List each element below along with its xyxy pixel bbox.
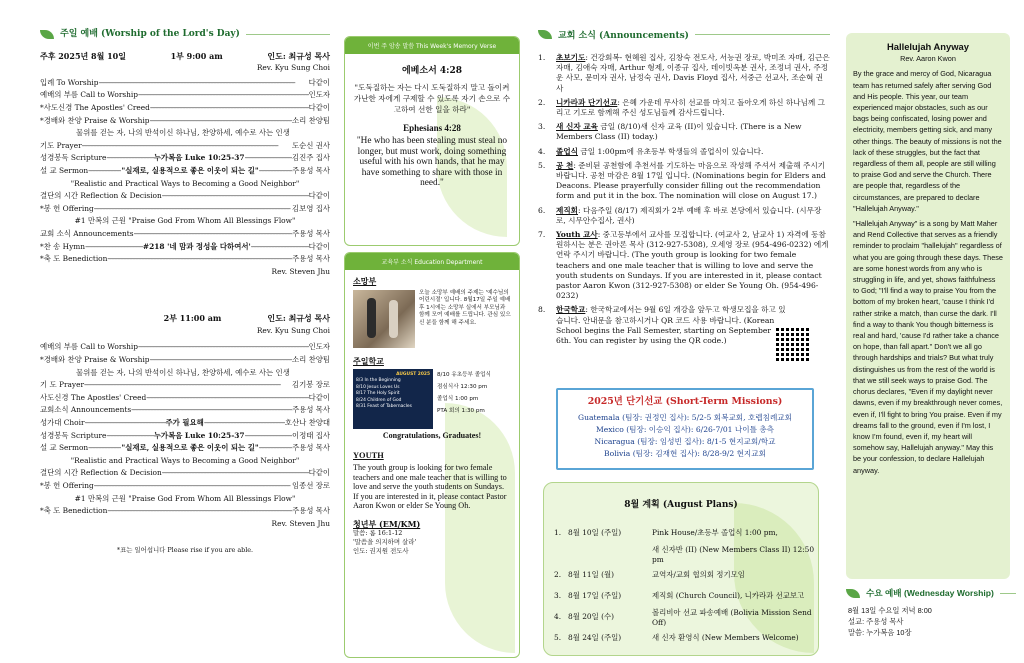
leader-dots [150, 102, 309, 115]
junghak-line: 점심식사 12:30 pm [437, 384, 488, 390]
memory-ref-en: Ephesians 4:28 [403, 123, 461, 133]
leader-dots [146, 392, 308, 405]
youth-text: The youth group is looking for two female teachers and one male teacher that is willing to love and serve the youth students on Sundays. If you are interested in it, please contact Pastor Aaron Kwon or elder Se Young Oh. [353, 463, 507, 511]
leaf-icon [846, 589, 860, 598]
missions-lines [558, 412, 812, 460]
aug-text: 새 신자반 (II) (New Members Class II) 12:50 pm [652, 544, 815, 564]
mission-line: Guatemala (팀장: 권정민 집사): 5/2-5 회복교회, 호렙침례교회 [578, 413, 792, 422]
order-item: *경배와 찬양 Praise & Worship [40, 115, 150, 125]
memory-ref-ko: 에베소서 4:28 [401, 66, 463, 76]
hallelujah-title: Hallelujah Anyway [887, 41, 969, 52]
order-leader: 주용성 목사 [291, 254, 330, 264]
junghak-line: 졸업식 1:00 pm [437, 396, 479, 402]
mission-line: Mexico (팀장: 이승익 집사): 6/26-7/01 나이틀 총측 [595, 425, 775, 434]
hallelujah-p1: By the grace and mercy of God, Nicaragua team has returned safely after serving God and His people. This year, our team experienced major obstacles, such as our bags being confiscated, losing power and electricity, members getting sick, and many other things. The beauty of missions is not the lack of these struggles, but the fact that regardless of them all, people are still willing to praise God and serve the Church. There are people that, regardless of the circumstances, are prepared to declare "Hallelujah Anyway." [853, 69, 1002, 213]
order-note: #1 만복의 근원 "Praise God From Whom All Blessings Flow" [74, 493, 296, 503]
item-head: 공 천 [556, 160, 574, 170]
aug-date: 8월 20일 (수) [568, 612, 614, 621]
order-leader: 김보영 집사 [291, 203, 330, 213]
order-row [40, 467, 330, 480]
order-leader: 주용성 목사 [291, 165, 330, 175]
leader-dots [245, 430, 292, 443]
faith-poster: AUGUST 2025 8/3 In the Beginning 8/10 Jesus Loves Us 8/17 The Holy Spirit 8/24 Children of God 8/31 Feast of Tabernacles [353, 369, 433, 429]
item-number: 4. [538, 146, 546, 156]
worship-header: 주일 예배 (Worship of the Lord's Day) [40, 28, 330, 41]
aug-row [554, 543, 818, 564]
order-row [40, 379, 330, 392]
order-item: *사도신경 The Apostles' Creed [40, 102, 150, 112]
item-head: Youth 교사 [556, 230, 598, 240]
emkm-heading: 청년부 (EM/KM) [353, 518, 421, 529]
preacher-en-2: Rev. Kyu Sung Choi [256, 325, 330, 335]
aug-num: 2. [554, 570, 562, 579]
item-text: : 은혜 가운데 무사히 선교를 마치고 돌아오게 하신 하나님께 그리고 기도로 함께해 주신 성도님들께 감사드립니다. [556, 97, 825, 118]
order-note: 물위를 걷는 자, 나의 반석이신 하나님, 찬양하세, 예수로 사는 인생 [76, 367, 290, 377]
item-body [556, 122, 830, 142]
announcement-item [538, 147, 830, 157]
item-number: 8. [538, 305, 546, 315]
item-body [556, 161, 830, 202]
order-leader: 주용성 목사 [291, 443, 330, 453]
poster-item: 8/10 Jesus Loves Us [356, 384, 400, 390]
order-item: 사도신경 The Apostles' Creed [40, 392, 147, 402]
memory-verse-ko: "도둑질하는 자는 다시 도둑질하지 말고 돌이켜 가난한 자에게 구제할 수 있도록 자기 손으로 수고하여 선한 일을 하라" [353, 83, 511, 114]
aug-text: 새 신자 환영식 (New Members Welcome) [652, 633, 799, 642]
leader-dots [204, 417, 285, 430]
order-leader: 임종선 장로 [291, 481, 330, 490]
order-detail: 주가 필요해 [165, 418, 204, 428]
order-row [40, 203, 330, 216]
item-body [556, 98, 830, 118]
order-leader: 호산나 찬양대 [284, 418, 330, 428]
divider [1000, 593, 1016, 594]
order-row [40, 480, 330, 493]
leader-dots [259, 165, 292, 178]
aug-title: 8월 계획 (August Plans) [624, 500, 738, 510]
order-item: 입례 To Worship [40, 77, 99, 87]
aug-date: 8월 17일 (주일) [568, 591, 622, 600]
footnote: *표는 일어섭니다 Please rise if you are able. [116, 546, 254, 555]
order-row [40, 341, 330, 354]
announcements-list [538, 53, 830, 346]
order-item: 성가대 Choir [40, 418, 85, 428]
aug-num: 5. [554, 633, 562, 642]
item-number: 1. [538, 53, 546, 62]
leaf-icon [538, 30, 552, 39]
leader-dots [251, 241, 309, 254]
poster-item: 8/24 Children of God [356, 397, 402, 403]
memory-verse-panel [344, 36, 520, 246]
item-head: 졸업식 [556, 146, 579, 156]
leader-dots [88, 165, 121, 178]
order-leader: 소리 찬양팀 [291, 355, 330, 365]
sowangbu-text: 오늘 소망부 예배의 주제는 '예수님의 어린시절' 입니다. 8월17일 주일 예배 후 1시에는 소망부 실에서 부모님과 함께 모여 예배를 드립니다. 관심 있으신 분들 함께 해 주세요. [419, 290, 511, 326]
wednesday-header: 수요 예배 (Wednesday Worship) [846, 588, 1016, 599]
item-number: 2. [538, 97, 546, 107]
order-item: *축 도 Benediction [40, 254, 108, 264]
order-leader: 다같이 [308, 241, 330, 251]
aug-text: 교역자/교회 협의회 정기모임 [652, 570, 745, 579]
item-body [556, 230, 830, 301]
item-text: : 다음주일 (8/17) 제직회가 2부 예배 후 바로 본당에서 있습니다. (시무장로, 시무안수집사, 권사) [556, 205, 822, 225]
leader-dots [150, 354, 292, 367]
order-item: 결단의 시간 Reflection & Decision [40, 468, 162, 478]
announcement-item [538, 230, 830, 301]
junghak-line: 8/10 유초등부 졸업식 [437, 372, 491, 378]
order-row [40, 102, 330, 115]
emkm-line: 말씀: 롬 16:1-12 [353, 528, 403, 537]
order-item: *봉 헌 Offering [40, 481, 94, 490]
order-item: 설 교 Sermon [40, 165, 89, 175]
aug-num: 3. [554, 591, 562, 600]
order-row [40, 417, 330, 430]
wednesday-line: 8월 13일 수요일 저녁 8:00 [848, 606, 932, 615]
order-leader: 다같이 [308, 77, 330, 87]
item-head: 한국학교 [556, 305, 586, 315]
order-item: *봉 헌 Offering [40, 203, 94, 213]
aug-date: 8월 10일 (주일) [568, 528, 622, 537]
hallelujah-author: Rev. Aaron Kwon [900, 54, 956, 64]
preacher-en: Rev. Kyu Sung Choi [256, 63, 330, 73]
leader-dots [94, 480, 292, 493]
leader-dots [106, 152, 153, 165]
leader-dots [106, 430, 153, 443]
leader-dots [88, 442, 121, 455]
order-leader: 김진주 집사 [291, 153, 330, 163]
education-panel [344, 252, 520, 658]
order-item: 성경봉독 Scripture [40, 153, 107, 163]
aug-date: 8월 11일 (월) [568, 570, 614, 579]
order-row [40, 354, 330, 367]
divider [246, 34, 330, 35]
order-row [40, 404, 330, 417]
leader-dots [131, 404, 292, 417]
order-item: 기 도 Prayer [40, 380, 84, 390]
leader-dots [259, 442, 292, 455]
order-leader: 다같이 [308, 468, 330, 478]
leader-dots [107, 253, 292, 266]
announcement-item [538, 53, 830, 94]
order-row [40, 89, 330, 102]
memory-verse-en: "He who has been stealing must steal no longer, but must work, doing something useful with his own hands, that he may have something to share with those in need." [356, 136, 508, 189]
emkm-line: 인도: 권지원 전도사 [353, 546, 409, 555]
order-detail: 누가복음 Luke 10:25-37 [153, 430, 245, 440]
item-text: 금일 (8/10)새 신자 교육 (II)이 있습니다. (There is a New Members Class (II) today.) [556, 122, 802, 142]
order-leader: 소리 찬양팀 [291, 115, 330, 125]
august-plans-box [543, 482, 819, 656]
poster-item: 8/3 In the Beginning [356, 378, 401, 384]
service2-line: 2부 11:00 am 인도: 최규성 목사 [163, 313, 330, 324]
wednesday-lines [846, 605, 1016, 638]
aug-row [554, 522, 818, 543]
item-number: 3. [538, 122, 546, 132]
leader-dots [162, 467, 309, 480]
order-row [40, 430, 330, 443]
aug-num: 1. [554, 528, 562, 537]
order-leader: 이정태 집사 [291, 430, 330, 440]
leader-dots [85, 241, 143, 254]
order-of-service-2 [40, 341, 330, 517]
order-item: 설 교 Sermon [40, 443, 89, 453]
junghak-line: PTA 회의 1:30 pm [437, 408, 485, 414]
order-row [40, 190, 330, 203]
item-number: 5. [538, 160, 546, 170]
qr-code[interactable] [776, 327, 810, 361]
item-text: 금일 1:00pm에 유초등부 학생들의 졸업식이 있습니다. [578, 146, 764, 156]
order-leader: 주용성 목사 [291, 405, 330, 415]
leader-dots [84, 379, 292, 392]
item-text: : 한국학교에서는 9월 6일 개강을 앞두고 학생모집을 하고 있습니다. 안내문을 참고하시거나 QR 코드 사용 바랍니다. (Korean School begins the Fall Semester, starting on September 6th. You can register by using the QR code.) [556, 305, 786, 346]
leader-dots [94, 203, 292, 216]
aug-row [554, 627, 818, 648]
order-detail: 누가복음 Luke 10:25-37 [153, 153, 245, 163]
order-item: 교회소식 Announcements [40, 405, 132, 415]
order-note: "Realistic and Practical Ways to Becoming a Good Neighbor" [70, 178, 300, 188]
hallelujah-p2: "Hallelujah Anyway" is a song by Matt Maher and Rend Collective that serves as a friendly reminder to proclaim "hallelujah" regardless of what you are going through these days. These are some honest words from any who is struggling in life, and yet, shows faithfulness to God; "I'll find a way to praise You from the bottom of my broken heart, 'cause I think I'd rather strike a match, than curse the dark. I'll find a way to thank You though bitterness is real and hard, 'cause I'd rather take a chance on hope, than fall apart." Don't we all go through hardships and trials? But what truly distinguishes us from the rest of the world is that we still seek ways to praise God. The chorus declares, "Even if my daylight never dawns, even if my breakthrough never comes, even if, I'll fight to bring You praise. Even if my dreams fall to the ground, even if I'm lost, I know I'm found, even if, my heart will somehow say, Hallelujah anyway." May this be your confession, to declare Hallelujah anyway. [853, 219, 1003, 475]
missions-title: 2025년 단기선교 (Short-Term Missions) [587, 396, 783, 407]
worship-column [40, 28, 330, 658]
order-leader: 다같이 [308, 392, 330, 402]
wednesday-line: 설교: 주용성 목사 [848, 617, 904, 626]
order-leader: 주용성 목사 [291, 228, 330, 238]
order-row [40, 392, 330, 405]
order-note: 물위를 걷는 자, 나의 반석이신 하나님, 찬양하세, 예수로 사는 인생 [76, 128, 290, 138]
emkm-lines [353, 529, 511, 556]
kids-photo [353, 290, 415, 348]
wednesday-worship [846, 588, 1016, 638]
order-detail: #218 '네 맘과 정성을 다하여서' [142, 241, 251, 251]
order-leader: 김기봉 장로 [291, 380, 330, 390]
order-leader: 인도자 [308, 342, 330, 352]
leader-dots [138, 341, 309, 354]
aug-row [554, 564, 818, 585]
announcements-column [538, 28, 830, 350]
order-leader: 인도자 [308, 90, 330, 100]
leader-dots [245, 152, 292, 165]
order-item: 성경봉독 Scripture [40, 430, 107, 440]
aug-text: 볼리비아 선교 파송예배 (Bolivia Mission Send Off) [652, 607, 812, 627]
education-title: 교육부 소식 Education Department [345, 253, 519, 270]
sowangbu-heading: 소망부 [353, 276, 377, 286]
leader-dots [138, 89, 309, 102]
order-item: *축 도 Benediction [40, 506, 108, 516]
announcement-item [538, 122, 830, 142]
order-item: 예배의 부름 Call to Worship [40, 342, 139, 352]
signature-1: Rev. Steven Jhu [271, 266, 330, 276]
aug-date: 8월 24일 (주일) [568, 633, 622, 642]
youth-heading: YOUTH [353, 451, 384, 460]
item-text: : 건강회복- 현혜원 집사, 김창숙 전도사, 서능권 장로, 박미조 자매, 김근은 자매, 김애숙 자매, Arthur 형제, 이종규 집사, 데이빗옥분 권사, 조정녀 권사, 주정운 사모, 문미자 권사, 남정숙 권사, Davis Floyd 집사, 서중근 선교사, 조순혁 권사 [556, 53, 830, 93]
order-row [40, 442, 330, 455]
leader-dots [134, 228, 292, 241]
aug-list [544, 522, 818, 648]
leader-dots [150, 115, 292, 128]
aug-row [554, 606, 818, 627]
divider [695, 34, 830, 35]
aug-row [554, 585, 818, 606]
item-text: : 중고등부에서 교사를 모집합니다. (여교사 2, 남교사 1) 자격에 동참 원하시는 분은 권아론 목사 (312-927-5308), 오세영 장로 (954-496-0232) 에게 연락 주시기 바랍니다. (The youth group is looking for two female teachers and one male teacher that is willing to love and serve the youth students on Sundays. If you are interested in it, please contact pastor Aaron Kwon (312-927-5308) or elder Se Young Oh. (954-496-0232) [556, 230, 829, 301]
mission-line: Nicaragua (팀장: 임성빈 집사): 8/1-5 현지교회/학교 [594, 437, 776, 446]
leader-dots [85, 417, 166, 430]
announcement-item [538, 206, 830, 226]
order-item: *찬 송 Hymn [40, 241, 86, 251]
order-leader: 다같이 [308, 102, 330, 112]
order-note: "Realistic and Practical Ways to Becoming a Good Neighbor" [70, 455, 300, 465]
leader-dots [107, 505, 292, 518]
order-item: 교회 소식 Announcements [40, 228, 134, 238]
emkm-line: '말씀을 의지하며 살라' [353, 537, 417, 546]
order-row [40, 505, 330, 518]
announcements-header: 교회 소식 (Announcements) [538, 28, 830, 41]
order-row [40, 228, 330, 241]
aug-num: 4. [554, 612, 562, 621]
order-leader: 도순신 권사 [291, 140, 330, 150]
order-row [40, 152, 330, 165]
leaf-icon [40, 30, 54, 39]
order-row [40, 165, 330, 178]
wednesday-line: 말씀: 누가복음 10장 [848, 628, 912, 637]
item-head: 니카라과 단기선교 [556, 97, 618, 107]
announcement-item [538, 161, 830, 202]
hallelujah-column [846, 33, 1010, 579]
order-detail: "실재로, 실용적으로 좋은 이웃이 되는 길" [121, 443, 259, 453]
item-text: : 준비된 공천함에 추천서를 기도하는 마음으로 작성해 주셔서 제출해 주시기 바랍니다. 공천 마감은 8월 17일 입니다. (Nominations begin for Elders and Deacons. Please prayerfully consider filling out the recommendation form and put it in the box. The nomination will close on August 17.) [556, 160, 826, 201]
poster-item: 8/31 Feast of Tabernacles [356, 404, 412, 410]
order-leader: 다같이 [308, 191, 330, 201]
order-item: 예배의 부름 Call to Worship [40, 90, 139, 100]
order-leader: 주용성 목사 [291, 506, 330, 516]
order-detail: "실재로, 실용적으로 좋은 이웃이 되는 길" [121, 165, 259, 175]
aug-text: Pink House/초등부 졸업식 1:00 pm, [652, 528, 778, 537]
mission-line: Bolivia (팀장: 김재현 집사): 8/28-9/2 현지교회 [604, 449, 766, 458]
order-row [40, 77, 330, 90]
order-row [40, 140, 330, 153]
item-body [556, 147, 763, 157]
order-item: *경배와 찬양 Praise & Worship [40, 355, 150, 365]
leader-dots [99, 77, 309, 90]
item-body [556, 53, 830, 94]
leader-dots [162, 190, 309, 203]
poster-item: 8/17 The Holy Spirit [356, 391, 400, 397]
item-head: 새 신자 교육 [556, 122, 598, 132]
item-number: 6. [538, 205, 546, 215]
signature-2: Rev. Steven Jhu [271, 518, 330, 528]
congrats-text: Congratulations, Graduates! [382, 431, 482, 440]
aug-text: 제직회 (Church Council), 니카라과 선교보고 [652, 591, 805, 600]
order-row [40, 241, 330, 254]
item-head: 초보기도 [556, 53, 586, 62]
order-of-service-1 [40, 77, 330, 266]
order-row [40, 115, 330, 128]
announcement-item [538, 98, 830, 118]
order-item: 기도 Prayer [40, 140, 82, 150]
order-note: #1 만복의 근원 "Praise God From Whom All Blessings Flow" [74, 216, 296, 226]
service1-line: 주후 2025년 8월 10일 1부 9:00 am 인도: 최규성 목사 [40, 50, 330, 61]
junghak-heading: 주일학교 [353, 356, 384, 366]
item-number: 7. [538, 230, 546, 240]
leader-dots [82, 140, 292, 153]
order-row [40, 253, 330, 266]
memory-title: 이번 주 암송 말씀 This Week's Memory Verse [345, 37, 519, 54]
item-head: 제직회 [556, 205, 579, 215]
order-item: 결단의 시간 Reflection & Decision [40, 191, 162, 201]
item-body [556, 206, 830, 226]
junghak-info [437, 369, 491, 429]
short-term-missions-box [556, 388, 814, 470]
